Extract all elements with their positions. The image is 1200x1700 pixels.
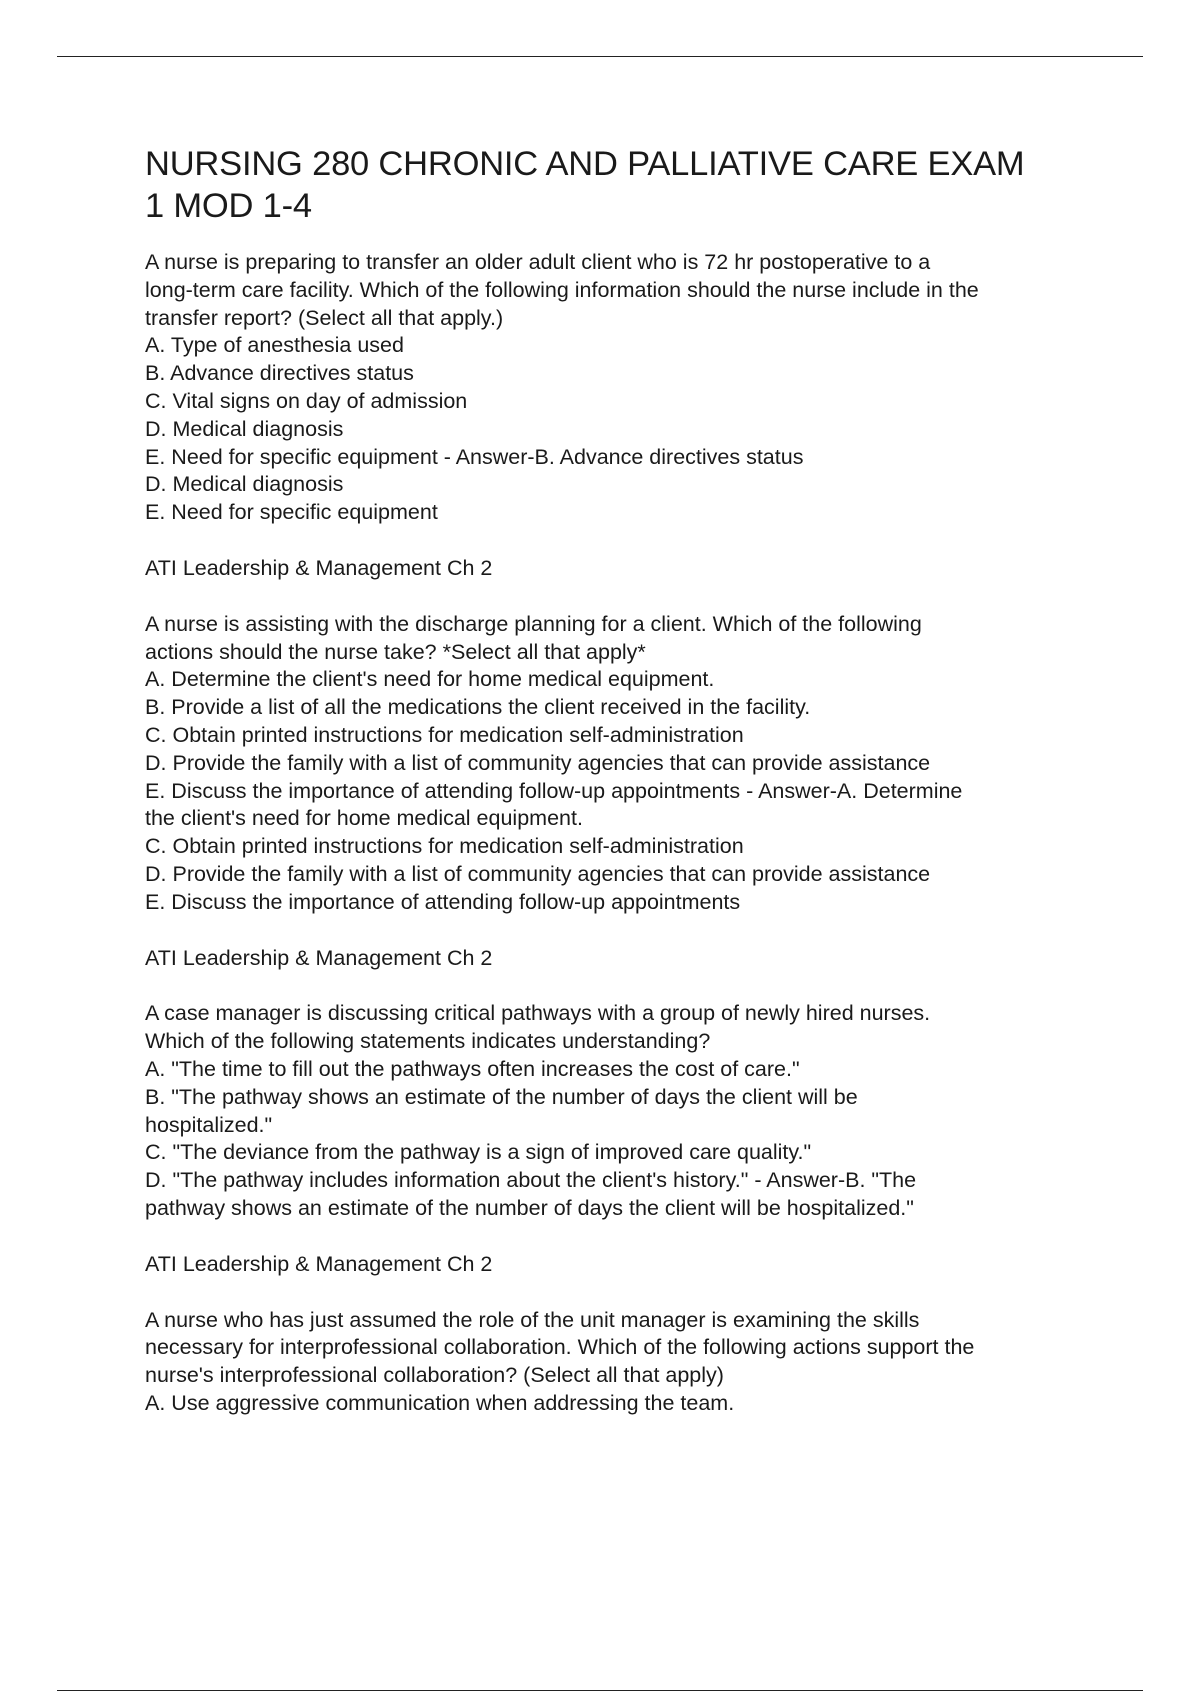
- answer-option: hospitalized.": [145, 1112, 273, 1137]
- title-line-1: NURSING 280 CHRONIC AND PALLIATIVE CARE EXAM: [145, 145, 1025, 183]
- question-block-2: [145, 611, 1105, 917]
- answer-option: A. Determine the client's need for home medical equipment.: [145, 667, 715, 692]
- question-text: long-term care facility. Which of the following information should the nurse include in the: [145, 277, 979, 302]
- bottom-rule: [57, 1690, 1143, 1691]
- question-text: A case manager is discussing critical pathways with a group of newly hired nurses.: [145, 1001, 931, 1026]
- question-block-3: [145, 1000, 1105, 1222]
- question-text: A nurse is assisting with the discharge planning for a client. Which of the following: [145, 611, 922, 636]
- answer-key: pathway shows an estimate of the number of days the client will be hospitalized.": [145, 1195, 914, 1220]
- answer-key: E. Need for specific equipment - Answer-B. Advance directives status: [145, 444, 804, 469]
- source-label: ATI Leadership & Management Ch 2: [145, 555, 493, 580]
- source-label: ATI Leadership & Management Ch 2: [145, 945, 493, 970]
- question-text: A nurse who has just assumed the role of the unit manager is examining the skills: [145, 1307, 920, 1332]
- answer-option: C. "The deviance from the pathway is a sign of improved care quality.": [145, 1140, 812, 1165]
- top-rule: [57, 56, 1143, 57]
- answer-key: D. Provide the family with a list of community agencies that can provide assistance: [145, 861, 931, 886]
- answer-option: D. Provide the family with a list of community agencies that can provide assistance: [145, 750, 931, 775]
- answer-option: C. Obtain printed instructions for medication self-administration: [145, 722, 744, 747]
- answer-option: B. "The pathway shows an estimate of the number of days the client will be: [145, 1084, 858, 1109]
- question-text: transfer report? (Select all that apply.): [145, 305, 504, 330]
- answer-key: D. "The pathway includes information about the client's history." - Answer-B. "The: [145, 1168, 917, 1193]
- answer-option: B. Provide a list of all the medications the client received in the facility.: [145, 695, 811, 720]
- question-block-4: [145, 1307, 1105, 1418]
- answer-key: D. Medical diagnosis: [145, 472, 344, 497]
- answer-option: A. Type of anesthesia used: [145, 333, 404, 358]
- question-block-1: [145, 249, 1105, 527]
- answer-option: B. Advance directives status: [145, 361, 414, 386]
- question-text: necessary for interprofessional collaboration. Which of the following actions support the: [145, 1335, 975, 1360]
- answer-option: E. Discuss the importance of attending follow-up appointments - Answer-A. Determine: [145, 778, 963, 803]
- question-text: nurse's interprofessional collaboration? (Select all that apply): [145, 1363, 724, 1388]
- answer-key: E. Need for specific equipment: [145, 500, 438, 525]
- question-text: actions should the nurse take? *Select all that apply*: [145, 639, 646, 664]
- answer-option: C. Vital signs on day of admission: [145, 388, 468, 413]
- answer-option: D. Medical diagnosis: [145, 416, 344, 441]
- document-body: [145, 143, 1105, 1418]
- answer-key: C. Obtain printed instructions for medication self-administration: [145, 834, 744, 859]
- answer-key: E. Discuss the importance of attending follow-up appointments: [145, 889, 741, 914]
- source-label: ATI Leadership & Management Ch 2: [145, 1251, 493, 1276]
- answer-option: A. "The time to fill out the pathways often increases the cost of care.": [145, 1056, 800, 1081]
- question-text: A nurse is preparing to transfer an older adult client who is 72 hr postoperative to a: [145, 250, 931, 274]
- answer-key: the client's need for home medical equipment.: [145, 806, 583, 831]
- document-title: [145, 143, 1105, 227]
- answer-option: A. Use aggressive communication when addressing the team.: [145, 1390, 735, 1415]
- question-text: Which of the following statements indicates understanding?: [145, 1029, 711, 1054]
- title-line-2: 1 MOD 1-4: [145, 187, 312, 225]
